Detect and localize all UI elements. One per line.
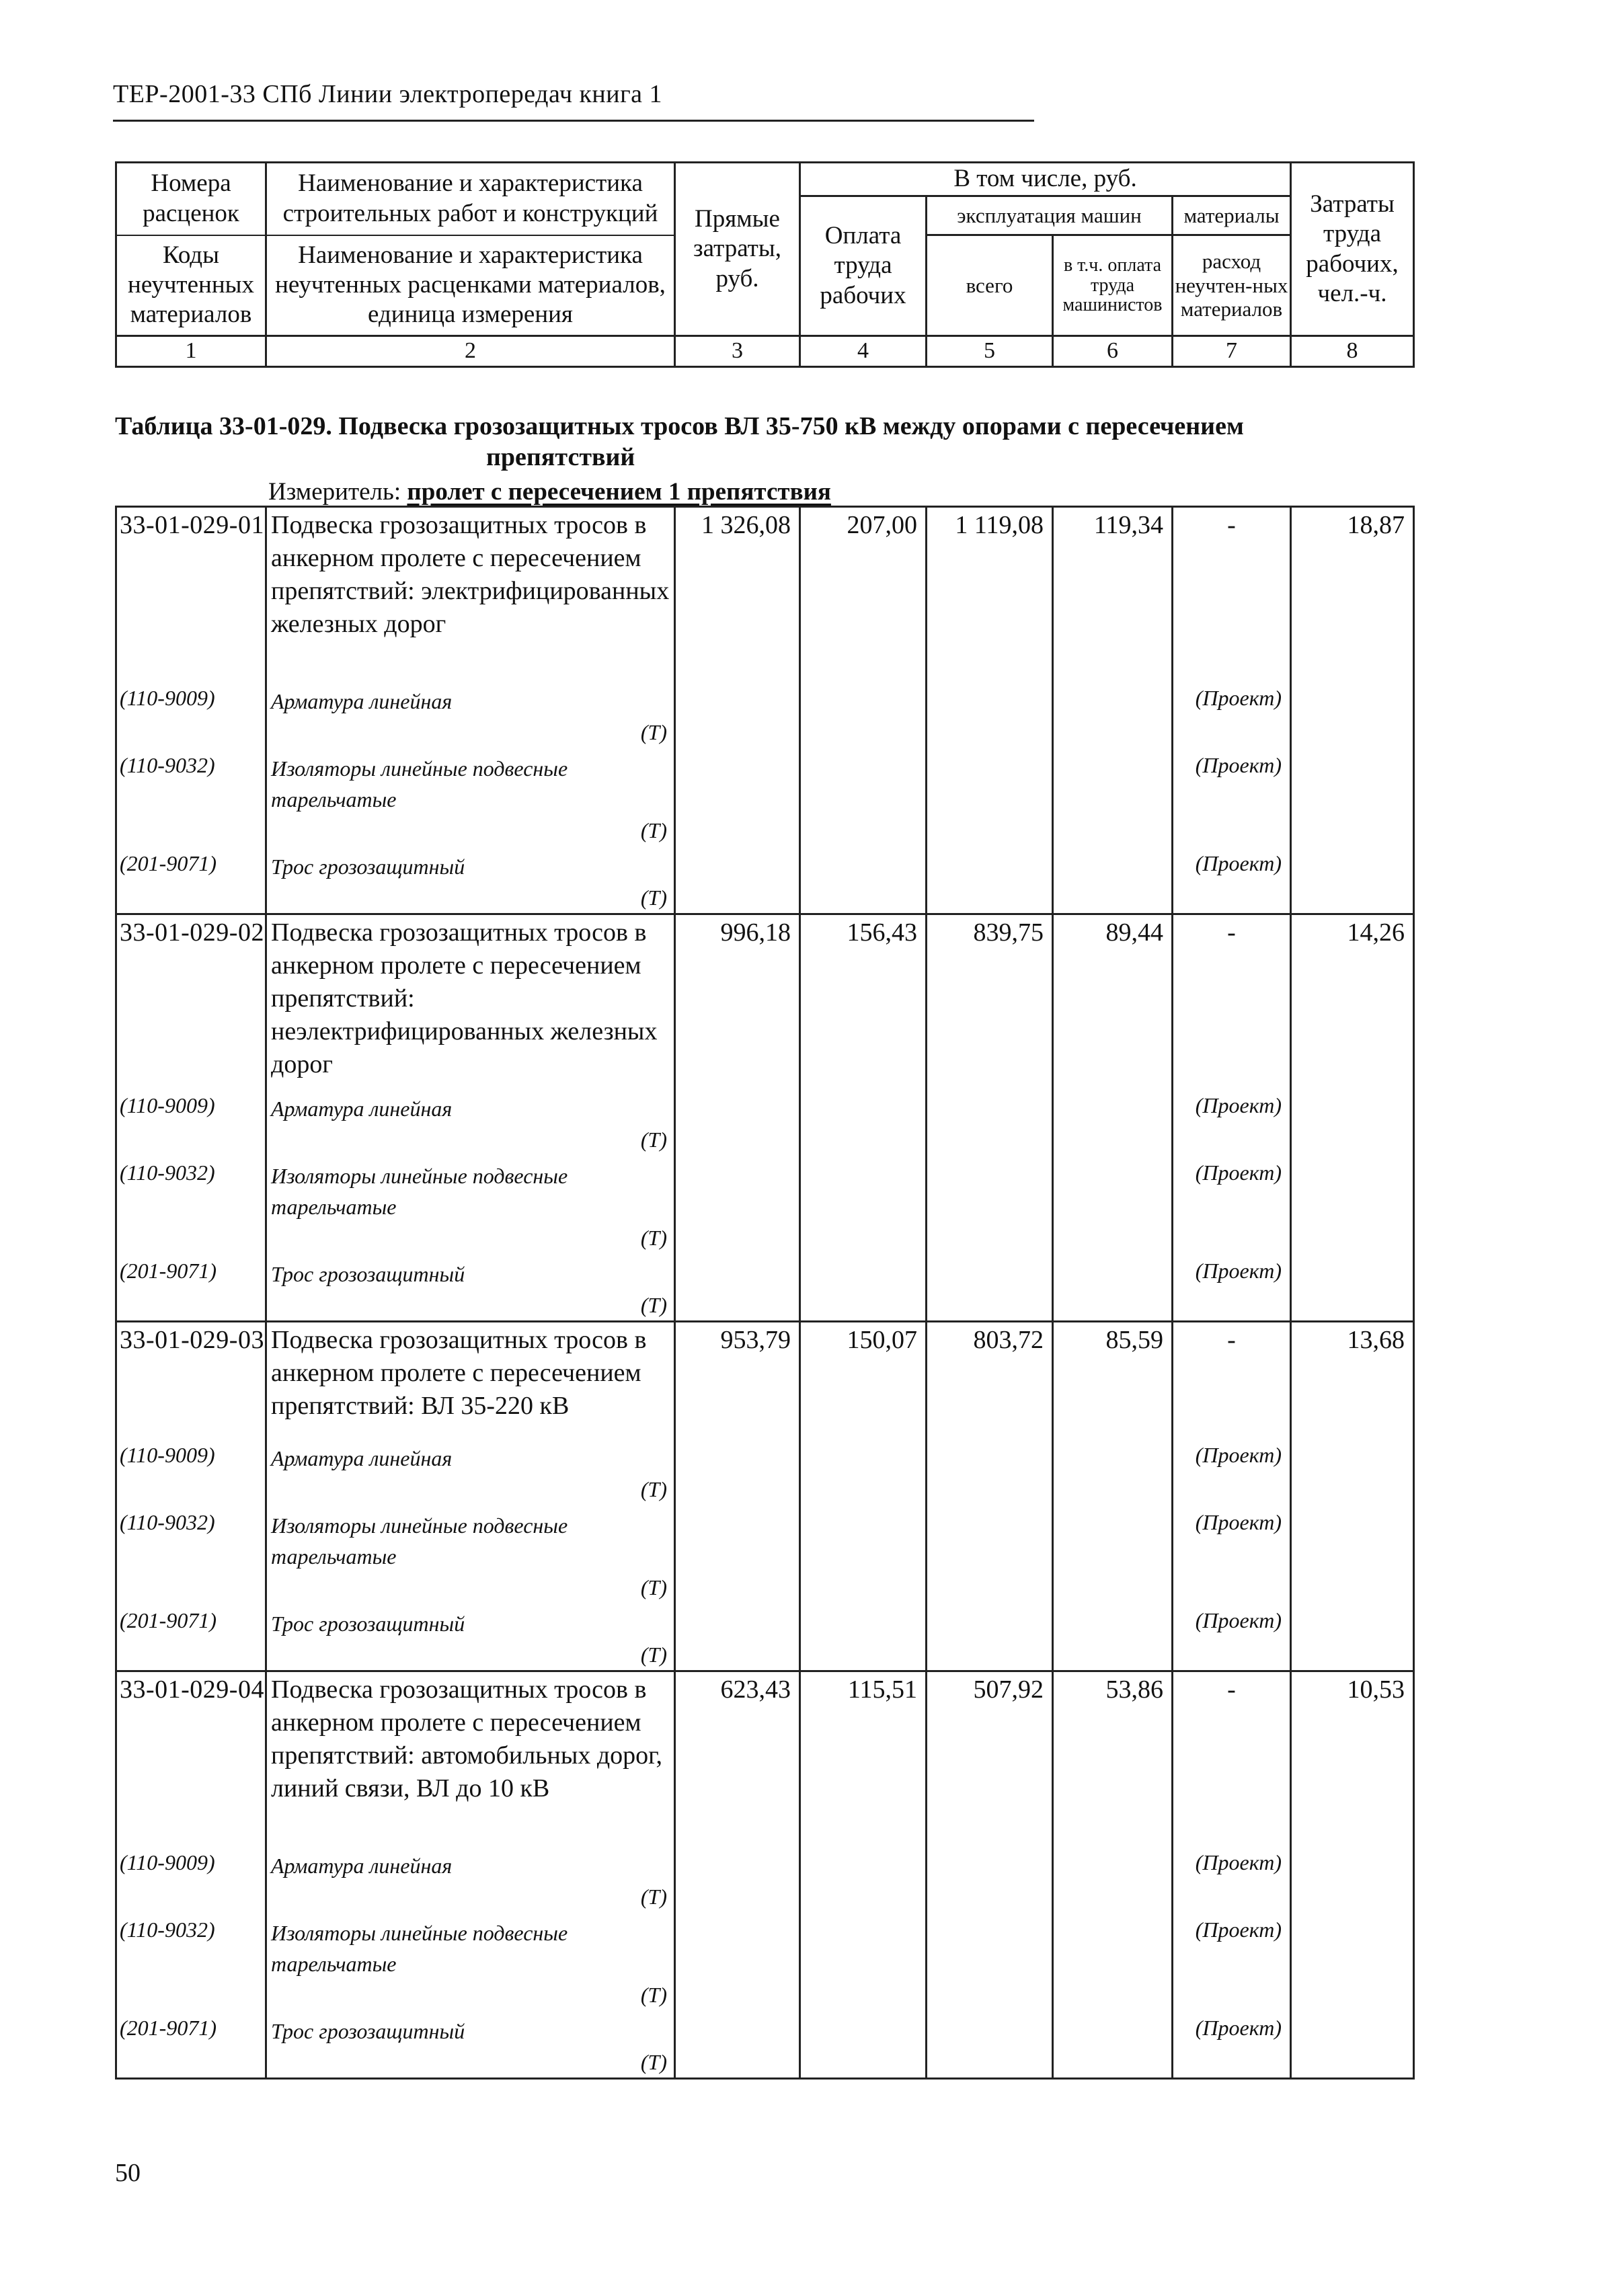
- empty-cell: [1053, 1155, 1173, 1253]
- rate-row: [116, 1322, 1414, 1437]
- direct-costs: 996,18: [675, 914, 800, 1088]
- column-number: 2: [266, 336, 675, 367]
- material-row: [116, 1155, 1414, 1253]
- material-unit: (Т): [640, 719, 667, 744]
- material-name: Трос грозозащитный: [271, 2018, 465, 2043]
- material-name-cell: [266, 1505, 675, 1603]
- empty-cell: [800, 2010, 927, 2079]
- rate-name: Подвеска грозозащитных тросов в анкерном пролете с пересечением препятствий: автомобильных дорог, линий связи, ВЛ до 10 кВ: [266, 1671, 675, 1845]
- empty-cell: [927, 1603, 1053, 1671]
- material-name-cell: [266, 2010, 675, 2079]
- rate-row: [116, 507, 1414, 680]
- material-code: (201-9071): [116, 1603, 266, 1671]
- material-amount: (Проект): [1173, 846, 1291, 914]
- empty-cell: [927, 1155, 1053, 1253]
- empty-cell: [927, 1253, 1053, 1322]
- material-unit: (Т): [640, 2049, 667, 2074]
- material-row: [116, 846, 1414, 914]
- material-code: (110-9032): [116, 748, 266, 846]
- caption-line-1: Таблица 33-01-029. Подвеска грозозащитных тросов ВЛ 35-750 кВ между опорами с пересечением: [115, 412, 1244, 440]
- material-name-cell: [266, 1603, 675, 1671]
- empty-cell: [800, 1505, 927, 1603]
- empty-cell: [1053, 1505, 1173, 1603]
- material-name-cell: [266, 1437, 675, 1505]
- empty-cell: [800, 1603, 927, 1671]
- material-name-cell: [266, 748, 675, 846]
- empty-cell: [800, 748, 927, 846]
- empty-cell: [927, 1845, 1053, 1912]
- material-code: (110-9009): [116, 680, 266, 748]
- empty-cell: [1291, 1437, 1414, 1505]
- empty-cell: [675, 1437, 800, 1505]
- rates-table: [115, 506, 1415, 2080]
- material-unit: (Т): [640, 1292, 667, 1317]
- material-unit: (Т): [640, 1982, 667, 2007]
- material-unit: (Т): [640, 1575, 667, 1599]
- empty-cell: [1053, 1088, 1173, 1155]
- material-row: [116, 1912, 1414, 2010]
- material-unit: (Т): [640, 1225, 667, 1250]
- machinists-pay: 85,59: [1053, 1322, 1173, 1437]
- column-number: 8: [1291, 336, 1414, 367]
- empty-cell: [1291, 1505, 1414, 1603]
- material-name-cell: [266, 1155, 675, 1253]
- machines-total: 803,72: [927, 1322, 1053, 1437]
- column-header-table: [115, 161, 1415, 368]
- empty-cell: [1053, 846, 1173, 914]
- empty-cell: [1053, 1845, 1173, 1912]
- material-name: Изоляторы линейные подвесные тарельчатые: [271, 1920, 568, 1976]
- empty-cell: [675, 1845, 800, 1912]
- empty-cell: [675, 1088, 800, 1155]
- header-direct-costs: Прямые затраты, руб.: [675, 163, 800, 336]
- empty-cell: [1291, 1845, 1414, 1912]
- header-machinists-pay: в т.ч. оплата труда машинистов: [1053, 235, 1173, 336]
- material-row: [116, 748, 1414, 846]
- unit-of-measure: [268, 477, 831, 507]
- direct-costs: 953,79: [675, 1322, 800, 1437]
- machines-total: 839,75: [927, 914, 1053, 1088]
- labor-pay: 156,43: [800, 914, 927, 1088]
- unit-value: пролет с пересечением 1 препятствия: [407, 478, 831, 506]
- empty-cell: [1053, 1912, 1173, 2010]
- running-head: ТЕР-2001-33 СПб Линии электропередач книга 1: [113, 80, 663, 108]
- material-code: (110-9009): [116, 1845, 266, 1912]
- empty-cell: [675, 1155, 800, 1253]
- machines-total: 507,92: [927, 1671, 1053, 1845]
- direct-costs: 623,43: [675, 1671, 800, 1845]
- material-name-cell: [266, 846, 675, 914]
- header-unaccounted-materials: расход неучтен-ных материалов: [1173, 235, 1291, 336]
- material-unit: (Т): [640, 1884, 667, 1909]
- rate-row: [116, 914, 1414, 1088]
- material-name-cell: [266, 1912, 675, 2010]
- empty-cell: [927, 846, 1053, 914]
- header-labor-hours: Затраты труда рабочих, чел.-ч.: [1291, 163, 1414, 336]
- empty-cell: [1053, 1253, 1173, 1322]
- empty-cell: [800, 1437, 927, 1505]
- column-number: 4: [800, 336, 927, 367]
- material-code: (201-9071): [116, 1253, 266, 1322]
- empty-cell: [1053, 1437, 1173, 1505]
- unit-label: Измеритель:: [268, 478, 407, 506]
- labor-hours: 18,87: [1291, 507, 1414, 680]
- empty-cell: [1053, 1603, 1173, 1671]
- machines-total: 1 119,08: [927, 507, 1053, 680]
- material-amount: (Проект): [1173, 1088, 1291, 1155]
- material-code: (110-9032): [116, 1155, 266, 1253]
- labor-hours: 10,53: [1291, 1671, 1414, 1845]
- material-unit: (Т): [640, 1476, 667, 1501]
- machinists-pay: 89,44: [1053, 914, 1173, 1088]
- material-row: [116, 2010, 1414, 2079]
- material-name-cell: [266, 680, 675, 748]
- material-amount: (Проект): [1173, 748, 1291, 846]
- rate-row: [116, 1671, 1414, 1845]
- header-including-group: В том числе, руб.: [800, 163, 1291, 196]
- labor-hours: 14,26: [1291, 914, 1414, 1088]
- machinists-pay: 119,34: [1053, 507, 1173, 680]
- column-number: 1: [116, 336, 266, 367]
- material-row: [116, 680, 1414, 748]
- table-caption: [115, 411, 1386, 473]
- header-materials: материалы: [1173, 196, 1291, 235]
- rate-name: Подвеска грозозащитных тросов в анкерном пролете с пересечением препятствий: ВЛ 35-220 кВ: [266, 1322, 675, 1437]
- material-row: [116, 1505, 1414, 1603]
- materials-consumption: -: [1173, 914, 1291, 1088]
- material-code: (110-9009): [116, 1088, 266, 1155]
- material-unit: (Т): [640, 1642, 667, 1667]
- empty-cell: [800, 1155, 927, 1253]
- empty-cell: [800, 1845, 927, 1912]
- material-amount: (Проект): [1173, 1505, 1291, 1603]
- empty-cell: [1053, 2010, 1173, 2079]
- material-amount: (Проект): [1173, 1155, 1291, 1253]
- empty-cell: [927, 748, 1053, 846]
- materials-consumption: -: [1173, 1671, 1291, 1845]
- labor-hours: 13,68: [1291, 1322, 1414, 1437]
- direct-costs: 1 326,08: [675, 507, 800, 680]
- material-row: [116, 1253, 1414, 1322]
- material-name: Трос грозозащитный: [271, 1611, 465, 1636]
- empty-cell: [1053, 680, 1173, 748]
- labor-pay: 150,07: [800, 1322, 927, 1437]
- empty-cell: [1291, 1603, 1414, 1671]
- header-material-codes: Коды неучтенных материалов: [116, 235, 266, 336]
- empty-cell: [675, 1912, 800, 2010]
- material-code: (201-9071): [116, 846, 266, 914]
- material-code: (110-9032): [116, 1912, 266, 2010]
- labor-pay: 115,51: [800, 1671, 927, 1845]
- material-code: (201-9071): [116, 2010, 266, 2079]
- rate-name: Подвеска грозозащитных тросов в анкерном пролете с пересечением препятствий: неэлектрифицированных железных дорог: [266, 914, 675, 1088]
- material-name: Трос грозозащитный: [271, 854, 465, 879]
- empty-cell: [927, 680, 1053, 748]
- empty-cell: [675, 748, 800, 846]
- material-name: Изоляторы линейные подвесные тарельчатые: [271, 1513, 568, 1569]
- material-name-cell: [266, 1253, 675, 1322]
- empty-cell: [1291, 1912, 1414, 2010]
- material-amount: (Проект): [1173, 1253, 1291, 1322]
- empty-cell: [927, 2010, 1053, 2079]
- material-amount: (Проект): [1173, 1912, 1291, 2010]
- material-row: [116, 1088, 1414, 1155]
- rate-code: 33-01-029-01: [116, 507, 266, 680]
- material-amount: (Проект): [1173, 2010, 1291, 2079]
- empty-cell: [800, 680, 927, 748]
- empty-cell: [1291, 846, 1414, 914]
- material-amount: (Проект): [1173, 1437, 1291, 1505]
- empty-cell: [675, 1603, 800, 1671]
- header-machine-operation: эксплуатация машин: [927, 196, 1173, 235]
- empty-cell: [800, 1088, 927, 1155]
- machinists-pay: 53,86: [1053, 1671, 1173, 1845]
- rate-name: Подвеска грозозащитных тросов в анкерном пролете с пересечением препятствий: электрифицированных железных дорог: [266, 507, 675, 680]
- empty-cell: [1291, 1088, 1414, 1155]
- caption-line-2: препятствий: [486, 443, 635, 471]
- empty-cell: [1053, 748, 1173, 846]
- empty-cell: [927, 1912, 1053, 2010]
- column-number: 7: [1173, 336, 1291, 367]
- material-name: Арматура линейная: [271, 1853, 453, 1878]
- empty-cell: [800, 1253, 927, 1322]
- material-name: Арматура линейная: [271, 1446, 453, 1470]
- empty-cell: [800, 846, 927, 914]
- empty-cell: [1291, 1253, 1414, 1322]
- material-unit: (Т): [640, 885, 667, 910]
- empty-cell: [800, 1912, 927, 2010]
- material-name: Изоляторы линейные подвесные тарельчатые: [271, 756, 568, 811]
- empty-cell: [675, 680, 800, 748]
- empty-cell: [927, 1088, 1053, 1155]
- material-code: (110-9032): [116, 1505, 266, 1603]
- material-name: Арматура линейная: [271, 688, 453, 713]
- material-code: (110-9009): [116, 1437, 266, 1505]
- empty-cell: [927, 1437, 1053, 1505]
- material-amount: (Проект): [1173, 1603, 1291, 1671]
- material-row: [116, 1845, 1414, 1912]
- material-name: Арматура линейная: [271, 1096, 453, 1121]
- material-unit: (Т): [640, 1127, 667, 1152]
- column-number: 3: [675, 336, 800, 367]
- empty-cell: [927, 1505, 1053, 1603]
- empty-cell: [1291, 1155, 1414, 1253]
- empty-cell: [675, 846, 800, 914]
- header-work-name: Наименование и характеристика строительных работ и конструкций: [266, 163, 675, 235]
- materials-consumption: -: [1173, 507, 1291, 680]
- header-rate-numbers: Номера расценок: [116, 163, 266, 235]
- header-labor-pay: Оплата труда рабочих: [800, 196, 927, 336]
- material-name: Трос грозозащитный: [271, 1261, 465, 1286]
- material-amount: (Проект): [1173, 680, 1291, 748]
- header-material-names: Наименование и характеристика неучтенных расценками материалов, единица измерения: [266, 235, 675, 336]
- empty-cell: [675, 1505, 800, 1603]
- material-unit: (Т): [640, 818, 667, 842]
- header-machines-total: всего: [927, 235, 1053, 336]
- empty-cell: [675, 2010, 800, 2079]
- column-number: 6: [1053, 336, 1173, 367]
- empty-cell: [1291, 748, 1414, 846]
- material-name-cell: [266, 1845, 675, 1912]
- material-row: [116, 1437, 1414, 1505]
- material-amount: (Проект): [1173, 1845, 1291, 1912]
- empty-cell: [1291, 680, 1414, 748]
- empty-cell: [1291, 2010, 1414, 2079]
- rate-code: 33-01-029-02: [116, 914, 266, 1088]
- rate-code: 33-01-029-03: [116, 1322, 266, 1437]
- empty-cell: [675, 1253, 800, 1322]
- header-rule: [113, 120, 1034, 122]
- page-number: 50: [115, 2159, 141, 2187]
- column-number: 5: [927, 336, 1053, 367]
- materials-consumption: -: [1173, 1322, 1291, 1437]
- material-name-cell: [266, 1088, 675, 1155]
- labor-pay: 207,00: [800, 507, 927, 680]
- rate-code: 33-01-029-04: [116, 1671, 266, 1845]
- material-name: Изоляторы линейные подвесные тарельчатые: [271, 1163, 568, 1219]
- material-row: [116, 1603, 1414, 1671]
